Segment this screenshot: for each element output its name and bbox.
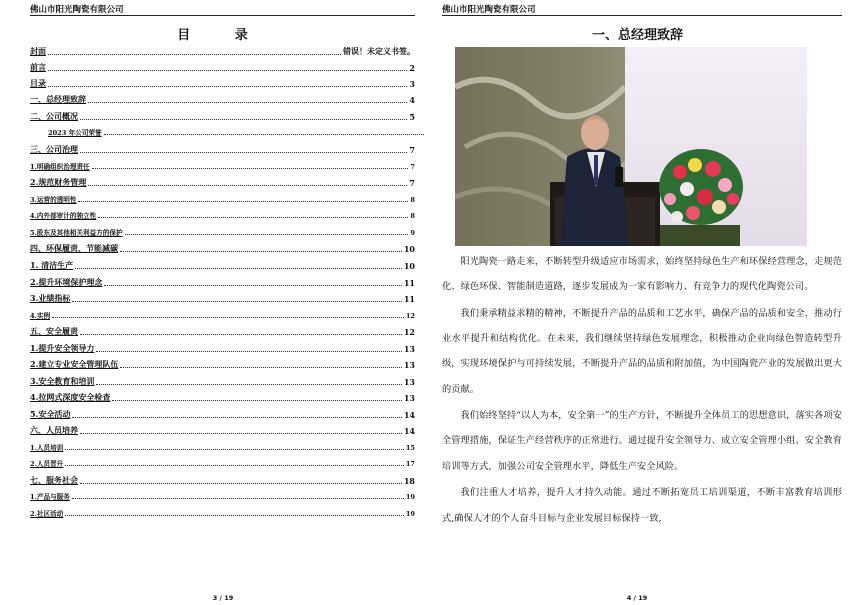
page-number-right: 4 / 19 [626,594,648,602]
toc-entry-label: 一、总经理致辞 [30,94,86,104]
body-paragraph: 阳光陶瓷一路走来，不断转型升级适应市场需求，始终坚持绿色生产和环保经营理念，走规范化、绿色环保、智能制造道路，逐步发展成为一家有影响力、有竞争力的现代化陶瓷公司。 [442,256,842,293]
toc-leader-dots [48,86,407,87]
toc-entry-label: 1.产品与服务 [30,493,70,501]
toc-entry-label: 七、服务社会 [30,475,78,485]
toc-entry-page: 3 [409,79,415,89]
toc-leader-dots [96,351,402,352]
toc-entry-page: 12 [405,312,415,320]
toc-leader-dots [104,134,427,135]
toc-entry-page: 15 [405,444,415,452]
toc-title: 目 录 [177,28,268,43]
toc-entry-label: 3.业绩指标 [30,293,71,303]
toc-entry-label: 1. 清洁生产 [30,260,74,270]
toc-entry[interactable] [30,161,415,171]
section-body [442,249,842,532]
toc-leader-dots [72,301,402,302]
toc-entry-label: 1.提升安全领导力 [30,343,95,353]
toc-entry-page: 13 [403,360,415,370]
toc-leader-dots [92,168,409,169]
toc-entry-label: 2.社区活动 [30,510,64,518]
toc-entry[interactable] [30,425,415,436]
toc-leader-dots [65,465,404,466]
toc-entry[interactable] [30,409,415,420]
toc-leader-dots [120,251,402,252]
toc-entry[interactable] [30,392,415,403]
toc-entry-label: 1.人员培训 [30,444,64,452]
toc-leader-dots [80,119,407,120]
content-page [425,0,850,605]
toc-entry-label: 2.建立专业安全管理队伍 [30,359,119,369]
body-paragraph: 我们始终坚持“以人为本，安全第一”的生产方针，不断提升全体员工的思想意识，落实各项安全管理措施，保证生产经营秩序的正常进行。通过提升安全领导力、成立安全管理小组、安全教育培训等方式，加强公司安全管理水平，降低生产安全风险。 [442,410,842,472]
toc-entry-page: 7 [410,163,415,171]
toc-entry-label: 4.拉网式深度安全检查 [30,392,111,402]
toc-leader-dots [48,54,341,55]
toc-leader-dots [96,384,402,385]
toc-entry[interactable] [30,243,415,254]
toc-entry-label: 2.人员晋升 [30,460,64,468]
toc-entry[interactable] [30,46,415,57]
body-paragraph: 我们注重人才培养，提升人才持久动能。通过不断拓宽员工培训渠道，不断丰富教育培训形式,确保人才的个人奋斗目标与企业发展目标保持一致, [442,487,842,524]
toc-entry-page: 8 [410,212,415,220]
toc-entry-page: 7 [409,145,415,155]
toc-entry[interactable] [30,144,415,155]
toc-entry-page: 7 [409,178,415,188]
toc-entry-page: 2 [409,63,415,73]
toc-leader-dots [72,498,404,499]
toc-entry[interactable] [30,442,415,452]
toc-entry-label: 前言 [30,62,46,72]
toc-leader-dots [125,234,409,235]
toc-entry[interactable] [30,62,415,73]
toc-entry-label: 5.安全活动 [30,409,71,419]
toc-entry[interactable] [30,94,415,105]
toc-entry-page: 13 [403,344,415,354]
section-title: 一、总经理致辞 [591,28,683,43]
toc-entry-page: 11 [403,278,415,288]
toc-entry-label: 4.内外部审计的独立性 [30,212,97,220]
toc-entry[interactable] [30,376,415,387]
header-rule [30,15,415,16]
toc-entry-label: 封面 [30,46,46,56]
toc-entry[interactable] [30,111,415,122]
toc-entry-label: 2.提升环境保护理念 [30,277,103,287]
toc-entry[interactable] [30,310,415,320]
toc-entry-label: 六、人员培养 [30,425,78,435]
toc-leader-dots [88,185,407,186]
toc-entry-label: 目录 [30,78,46,88]
toc-entry-page: 13 [403,393,415,403]
toc-leader-dots [88,102,407,103]
toc-entry-label: 三、公司治理 [30,144,78,154]
toc-entry-label: 四、环保履责、节能减碳 [30,243,118,253]
toc-leader-dots [80,334,402,335]
toc-leader-dots [104,285,402,286]
toc-entry[interactable] [30,475,415,486]
toc-entry-page: 17 [405,460,415,468]
toc-entry-page: 19 [405,493,415,501]
toc-leader-dots [120,367,402,368]
toc-entry-label: 3.安全教育和培训 [30,376,95,386]
toc-entry-page: 5 [409,112,415,122]
toc-entry[interactable] [30,491,415,501]
toc-entry-page: 错误！未定义书签。 [343,46,415,56]
toc-entry-label: 二、公司概况 [30,111,78,121]
toc-entry-label: 5.股东及其他相关利益方的保护 [30,229,123,237]
toc-entry-label: 2023 年公司荣誉 [48,129,102,137]
toc-entry[interactable] [30,260,415,271]
toc-entry-label: 1.明确组织治理责任 [30,163,90,171]
body-paragraph: 我们秉承精益求精的精神，不断提升产品的品质和工艺水平，确保产品的品质和安全，推动行业水平提升和结构优化。在未来，我们继续坚持绿色发展理念，积极推动企业向绿色智造转型升级，实现环境保护与可持续发展，不断提升产品的品质和附加值，为中国陶瓷产业的发展做出更大的贡献。 [442,307,842,395]
toc-entry[interactable] [30,127,433,137]
toc-leader-dots [80,483,402,484]
toc-entry[interactable] [30,227,415,237]
toc-entry[interactable] [30,177,415,188]
header-rule [442,15,842,16]
toc-entry-label: 4.实例 [30,312,51,320]
toc-entry[interactable] [30,210,415,220]
toc-entry[interactable] [30,194,415,204]
toc-entry-page: 12 [403,327,415,337]
toc-leader-dots [112,400,402,401]
page-number-left: 3 / 19 [212,594,234,602]
toc-leader-dots [98,217,408,218]
toc-entry-page: 14 [403,426,415,436]
toc-entry-page: 4 [409,95,415,105]
toc-entry[interactable] [30,293,415,304]
toc-entry[interactable] [30,458,415,468]
toc-entry[interactable] [30,508,415,518]
toc-entry-label: 3.运营的透明性 [30,196,77,204]
toc-entry-page: 9 [410,229,415,237]
toc-entry-label: 2.规范财务管理 [30,177,87,187]
page-header-company: 佛山市阳光陶瓷有限公司 [442,5,536,15]
toc-entry-page: 18 [403,476,415,486]
toc-entry[interactable] [30,78,415,89]
toc-entry-page: 10 [403,261,415,271]
toc-entry-page: 13 [403,377,415,387]
toc-leader-dots [80,433,402,434]
toc-entry[interactable] [30,277,415,288]
toc-leader-dots [80,152,407,153]
toc-leader-dots [65,449,404,450]
toc-entry[interactable] [30,359,415,370]
toc-leader-dots [78,201,408,202]
speech-photo [455,47,807,246]
toc-entry-page: 14 [403,410,415,420]
toc-entry-page: 8 [410,196,415,204]
toc-leader-dots [65,515,404,516]
page-header-company: 佛山市阳光陶瓷有限公司 [30,5,124,15]
toc-entry[interactable] [30,326,415,337]
toc-leader-dots [48,70,407,71]
toc-entry-page: 10 [403,244,415,254]
toc-leader-dots [75,268,402,269]
toc-leader-dots [52,317,404,318]
toc-entry-page: 19 [405,510,415,518]
toc-entry-page: 11 [403,294,415,304]
toc-entry-label: 五、安全履责 [30,326,78,336]
toc-leader-dots [72,417,402,418]
toc-entry[interactable] [30,343,415,354]
